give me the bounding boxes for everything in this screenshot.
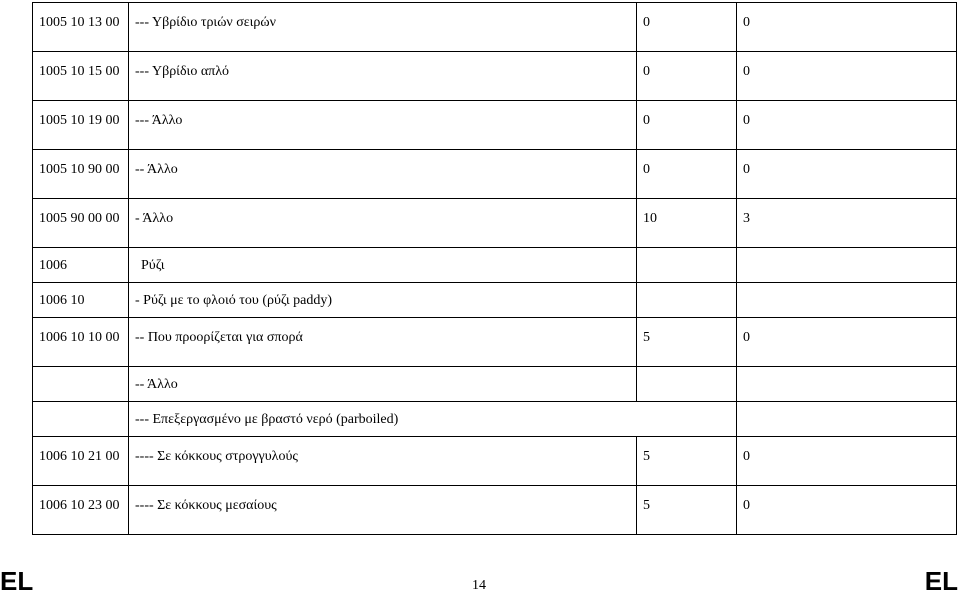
rate2-cell — [737, 402, 957, 437]
description-cell: ---- Σε κόκκους στρογγυλούς — [129, 437, 637, 486]
rate2-cell: 0 — [737, 101, 957, 150]
code-cell: 1005 90 00 00 — [33, 199, 129, 248]
rate1-cell: 5 — [637, 318, 737, 367]
code-cell — [33, 402, 129, 437]
rate2-cell: 0 — [737, 486, 957, 535]
description-cell: --- Άλλο — [129, 101, 637, 150]
code-cell: 1006 10 — [33, 283, 129, 318]
description-cell: - Ρύζι με το φλοιό του (ρύζι paddy) — [129, 283, 637, 318]
rate1-cell: 0 — [637, 101, 737, 150]
table-row — [33, 486, 957, 535]
code-cell: 1005 10 90 00 — [33, 150, 129, 199]
table-row — [33, 101, 957, 150]
description-cell: --- Επεξεργασμένο με βραστό νερό (parboiled) — [129, 402, 737, 437]
code-cell: 1006 10 10 00 — [33, 318, 129, 367]
rate1-cell — [637, 248, 737, 283]
code-cell: 1006 — [33, 248, 129, 283]
rate1-cell: 5 — [637, 437, 737, 486]
rate2-cell: 3 — [737, 199, 957, 248]
table-row — [33, 199, 957, 248]
footer-language-label-right: EL — [924, 566, 958, 594]
tariff-table — [32, 2, 957, 535]
table-row — [33, 437, 957, 486]
table-row — [33, 283, 957, 318]
table-row — [33, 150, 957, 199]
description-cell: --- Υβρίδιο τριών σειρών — [129, 3, 637, 52]
code-cell: 1006 10 21 00 — [33, 437, 129, 486]
footer-language-label-left: EL — [0, 566, 34, 594]
description-cell: -- Άλλο — [129, 367, 637, 402]
code-cell: 1005 10 19 00 — [33, 101, 129, 150]
rate2-cell: 0 — [737, 437, 957, 486]
rate2-cell: 0 — [737, 318, 957, 367]
description-cell: - Άλλο — [129, 199, 637, 248]
rate1-cell: 0 — [637, 150, 737, 199]
rate2-cell — [737, 248, 957, 283]
rate2-cell: 0 — [737, 3, 957, 52]
description-cell: --- Υβρίδιο απλό — [129, 52, 637, 101]
rate1-cell: 5 — [637, 486, 737, 535]
table-row — [33, 402, 957, 437]
code-cell: 1005 10 15 00 — [33, 52, 129, 101]
rate1-cell: 10 — [637, 199, 737, 248]
table-row — [33, 367, 957, 402]
code-cell: 1005 10 13 00 — [33, 3, 129, 52]
rate2-cell: 0 — [737, 150, 957, 199]
description-cell: Ρύζι — [129, 248, 637, 283]
table-row — [33, 318, 957, 367]
page-number: 14 — [472, 578, 486, 593]
rate1-cell — [637, 283, 737, 318]
description-cell: -- Άλλο — [129, 150, 637, 199]
description-cell: ---- Σε κόκκους μεσαίους — [129, 486, 637, 535]
description-cell: -- Που προορίζεται για σπορά — [129, 318, 637, 367]
rate1-cell — [637, 367, 737, 402]
rate2-cell — [737, 367, 957, 402]
rate2-cell — [737, 283, 957, 318]
rate1-cell: 0 — [637, 52, 737, 101]
table-row — [33, 52, 957, 101]
table-row — [33, 248, 957, 283]
rate2-cell: 0 — [737, 52, 957, 101]
table-row — [33, 3, 957, 52]
rate1-cell: 0 — [637, 3, 737, 52]
code-cell: 1006 10 23 00 — [33, 486, 129, 535]
code-cell — [33, 367, 129, 402]
